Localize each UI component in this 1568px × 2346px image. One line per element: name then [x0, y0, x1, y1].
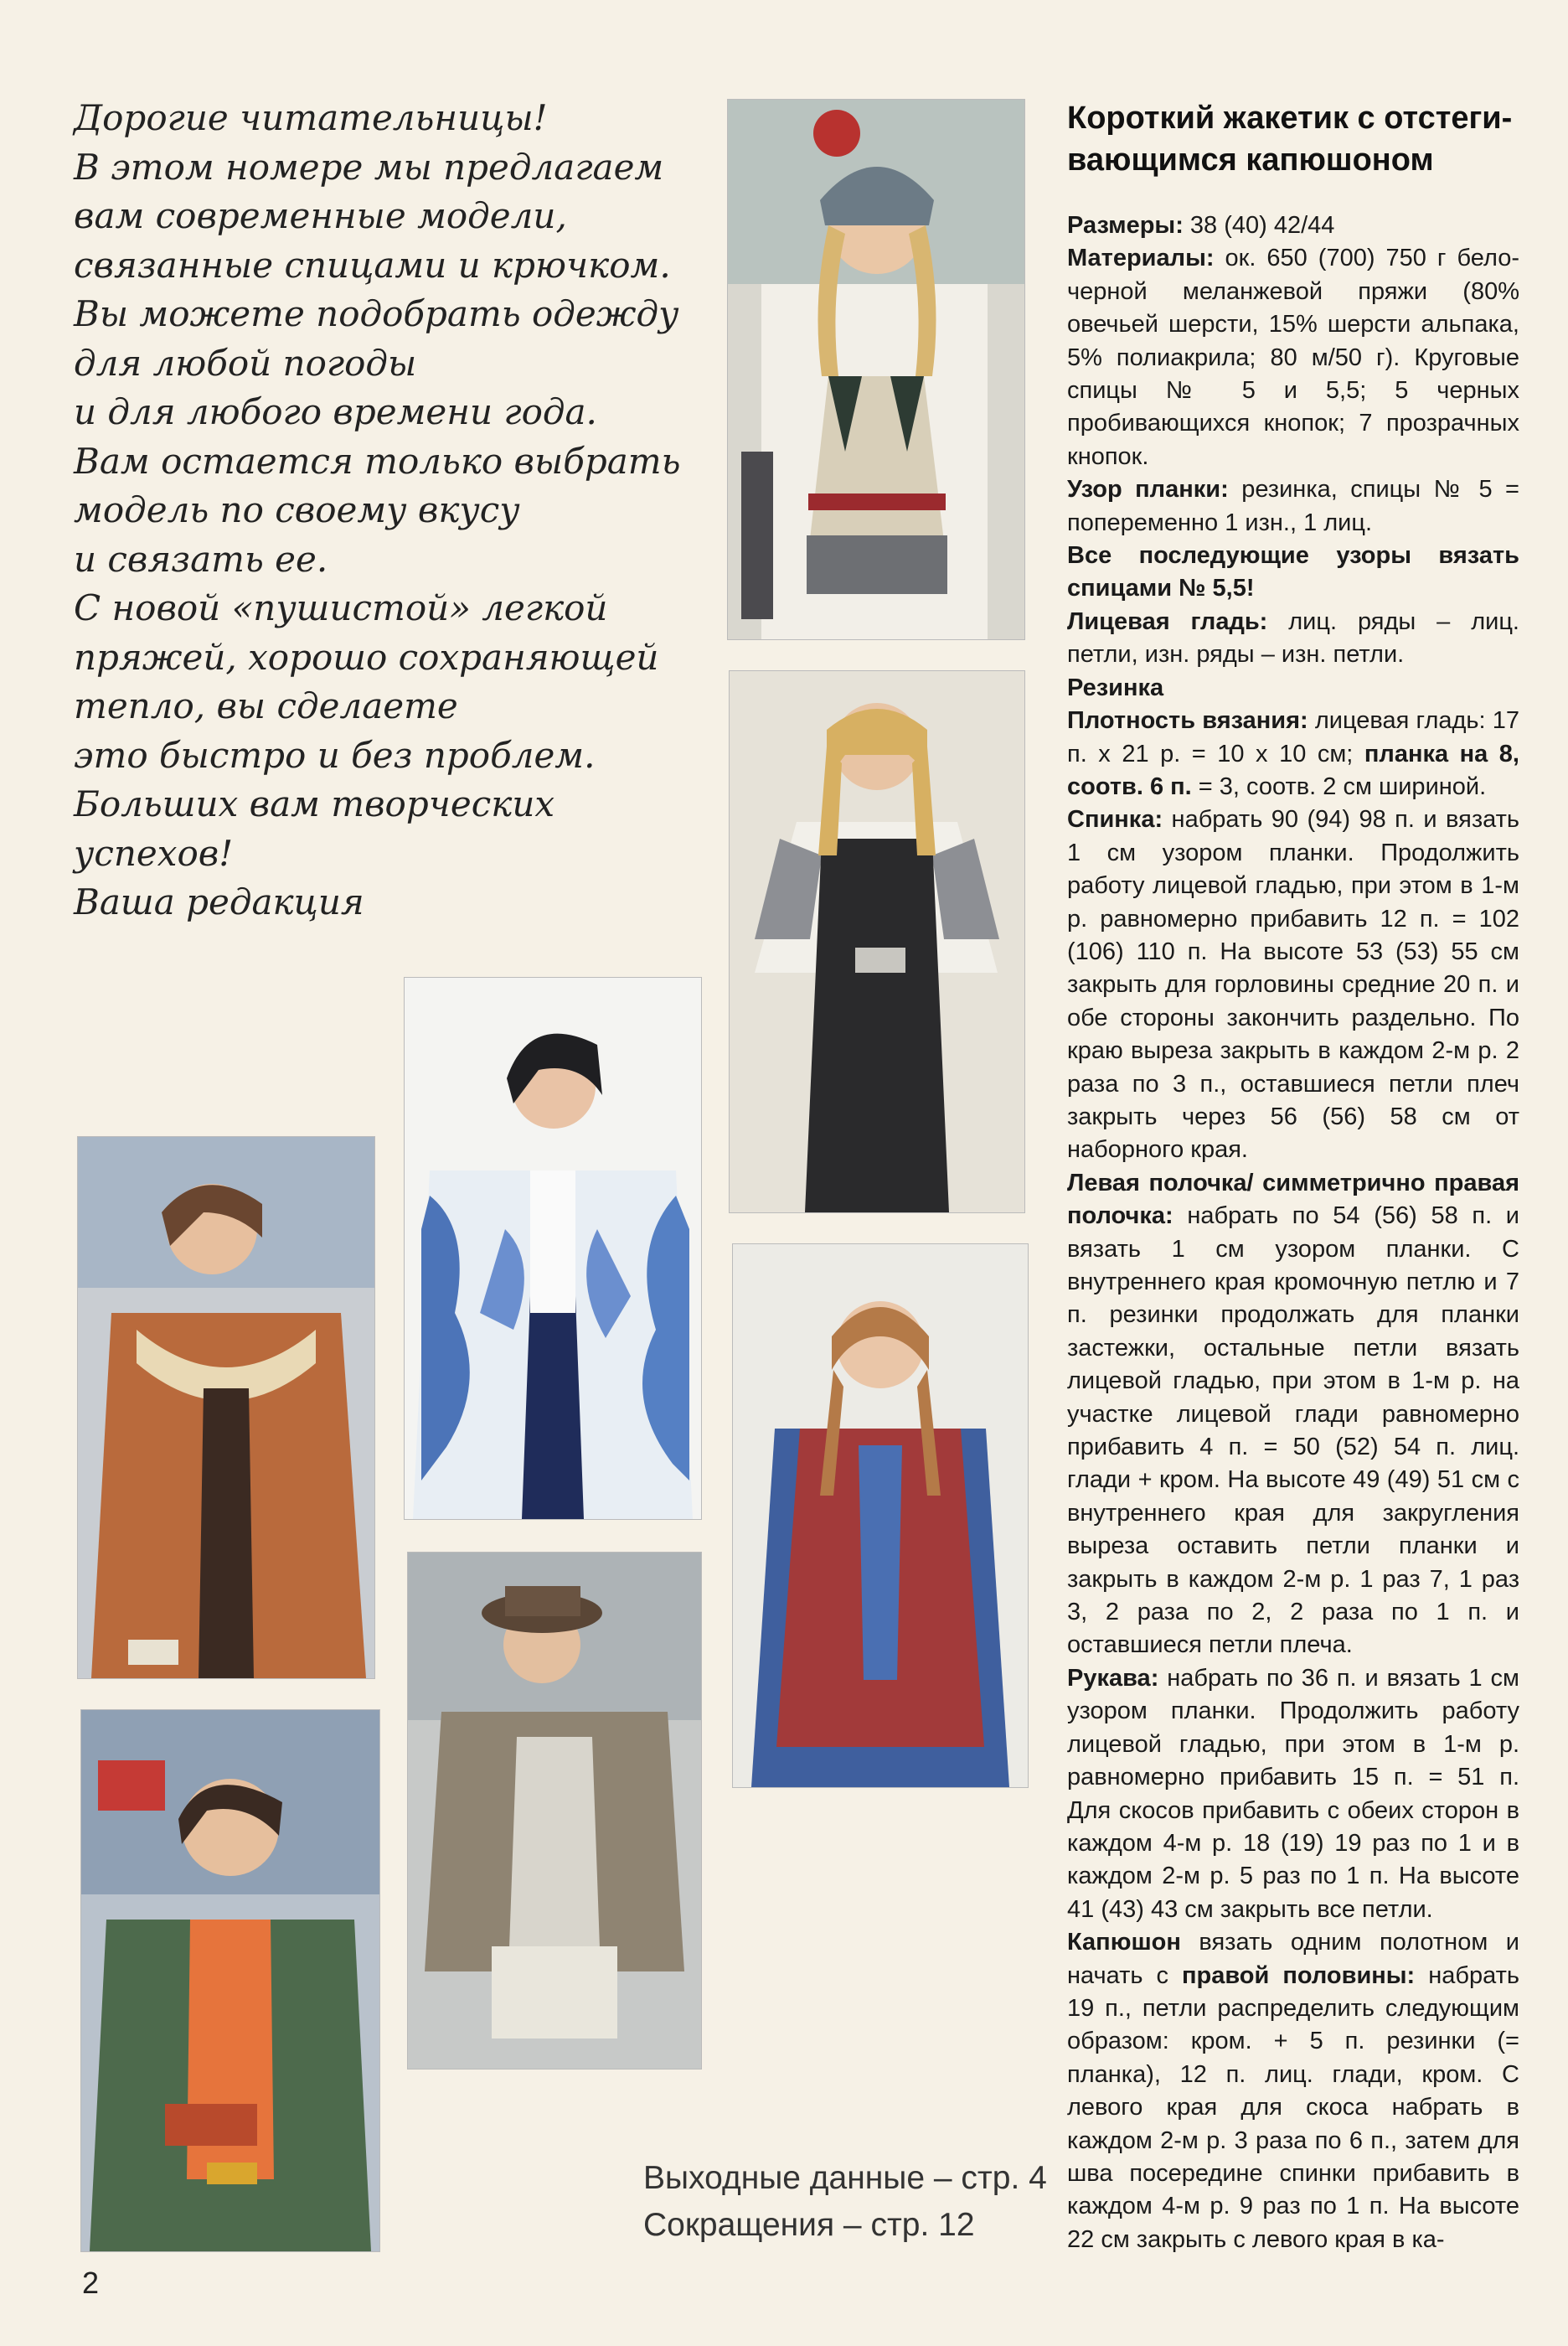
imprint-reference: Выходные данные – стр. 4: [643, 2160, 1047, 2196]
article-title: [1067, 97, 1519, 181]
gauge-label: Плотность вязания:: [1067, 707, 1308, 735]
materials-text: ок. 650 (700) 750 г бело-черной меланжевой пряжи (80% овечьей шерсти, 15% шерсти альпака, 5% полиакрила; 80 м/50 г). Круговые спицы № 5 и 5,5; 5 черных пробивающихся кнопок; 7 прозрачных кнопок.: [1067, 245, 1519, 470]
materials-paragraph: [1067, 242, 1519, 473]
sizes-text: 38 (40) 42/44: [1183, 212, 1335, 239]
stockinette-label: Лицевая гладь:: [1067, 607, 1268, 635]
gauge-paragraph: [1067, 705, 1519, 804]
stockinette-paragraph: [1067, 606, 1519, 672]
all-patterns-paragraph: [1067, 540, 1519, 606]
intro-line: тепло, вы сделаете: [74, 685, 458, 726]
editor-letter: [74, 94, 694, 928]
band-pattern-paragraph: [1067, 473, 1519, 540]
intro-line: С новой «пушистой» легкой: [74, 587, 608, 628]
page-number: 2: [82, 2266, 100, 2300]
sizes-paragraph: [1067, 209, 1519, 242]
intro-line: пряжей, хорошо сохраняющей: [74, 636, 659, 678]
article-body: [1067, 209, 1519, 2256]
rib-label: Резинка: [1067, 674, 1164, 701]
intro-line: Вам остается только выбрать: [74, 440, 681, 482]
rib-paragraph: [1067, 672, 1519, 705]
materials-label: Материалы:: [1067, 245, 1215, 272]
hood-text: вязать одним полотном и начать с: [1067, 1929, 1519, 1989]
article-column: [1067, 97, 1519, 2256]
intro-line: Больших вам творческих: [74, 783, 555, 824]
photo-blue-jacket: [404, 977, 702, 1520]
hood-text-continued: набрать 19 п., петли распределить следующим образом: кром. + 5 п. резинки (= планка), 12 п. лиц. глади, кром. С левого края для скоса набрать в каждом 2-м р. 3 раза по 6 п., затем для шва посередине спинки прибавить в каждом 4-м р. 9 раз по 1 п. На высоте 22 см закрыть с левого края в ка-: [1067, 1961, 1519, 2253]
hood-paragraph: [1067, 1926, 1519, 2256]
back-text: набрать 90 (94) 98 п. и вязать 1 см узором планки. Продолжить работу лицевой гладью, при этом в 1-м р. равномерно прибавить 12 п. = 102 (106) 110 п. На высоте 53 (53) 55 см закрыть для горловины средние 20 п. и обе стороны закончить раздельно. По краю выреза закрыть в каждом 2-м р. 2 раза по 3 п., оставшиеся петли плеч закрыть через 56 (56) 58 см от наборного края.: [1067, 806, 1519, 1164]
intro-line: В этом номере мы предлагаем: [74, 146, 664, 188]
intro-line: для любой погоды: [74, 342, 417, 384]
sleeves-paragraph: [1067, 1662, 1519, 1926]
photo-hat-cardigan: [407, 1552, 702, 2070]
front-paragraph: [1067, 1167, 1519, 1662]
gauge-band-label: планка на 8, соотв. 6 п.: [1067, 740, 1519, 800]
title-line: Короткий жакетик с отстеги-: [1067, 101, 1513, 136]
page-references: [643, 2155, 1047, 2249]
intro-line: вам современные модели,: [74, 195, 567, 236]
intro-line: Дорогие читательницы!: [74, 97, 548, 138]
intro-line: и связать ее.: [74, 538, 328, 580]
back-label: Спинка:: [1067, 806, 1163, 834]
photo-red-vest: [732, 1243, 1029, 1788]
intro-line: и для любого времени года.: [74, 391, 597, 432]
gauge-text: лицевая гладь: 17 п. х 21 р. = 10 х 10 см;: [1067, 707, 1520, 767]
intro-signature: Ваша редакция: [74, 881, 364, 922]
photo-black-dress: [729, 670, 1025, 1213]
intro-line: это быстро и без проблем.: [74, 734, 596, 776]
sleeves-text: набрать по 36 п. и вязать 1 см узором планки. Продолжить работу лицевой гладью, при этом в 1-м р. равномерно прибавить 15 п. = 51 п. Для скосов прибавить с обеих сторон в каждом 4-м р. 18 (19) 19 раз по 1 и в каждом 2-м р. 5 раз по 1 п. На высоте 41 (43) 43 см закрыть все петли.: [1067, 1664, 1519, 1923]
gauge-band-text: = 3, соотв. 2 см шириной.: [1191, 773, 1487, 800]
abbreviations-reference: Сокращения – стр. 12: [643, 2207, 975, 2243]
photo-fairisle-vest: [727, 99, 1025, 640]
back-paragraph: [1067, 804, 1519, 1166]
hood-right-label: правой половины:: [1168, 1961, 1416, 1989]
intro-line: связанные спицами и крючком.: [74, 244, 671, 286]
photo-striped-cardigan: [80, 1709, 380, 2252]
intro-line: Вы можете подобрать одежду: [74, 293, 679, 334]
title-line: вающимся капюшоном: [1067, 142, 1434, 178]
front-text: набрать по 54 (56) 58 п. и вязать 1 см узором планки. С внутреннего края кромочную петлю и 7 п. резинки продолжать для планки застежки, остальные петли вязать лицевой гладью, при этом в 1-м р. на участке лицевой глади равномерно прибавить 4 п. = 50 (52) 54 п. лиц. глади + кром. На высоте 49 (49) 51 см с внутреннего края для закругления выреза оставить петли планки и закрыть в каждом 2-м р. 1 раз 7, 1 раз 3, 2 раза по 2, 2 раза по 1 п. и оставшиеся петли плеча.: [1067, 1202, 1519, 1659]
hood-label: Капюшон: [1067, 1929, 1181, 1956]
all-patterns-note: Все последующие узоры вязать спицами № 5,5!: [1067, 542, 1519, 602]
intro-line: модель по своему вкусу: [74, 489, 520, 530]
front-label: Левая полочка/ симметрично правая полочка:: [1067, 1169, 1519, 1230]
intro-line: успехов!: [74, 832, 234, 874]
sleeves-label: Рукава:: [1067, 1664, 1159, 1692]
band-pattern-text: резинка, спицы № 5 = попеременно 1 изн., 1 лиц.: [1067, 476, 1519, 536]
stockinette-text: лиц. ряды – лиц. петли, изн. ряды – изн. петли.: [1067, 607, 1519, 669]
photo-rust-cardigan: [77, 1136, 375, 1679]
band-pattern-label: Узор планки:: [1067, 476, 1229, 504]
sizes-label: Размеры:: [1067, 212, 1184, 239]
